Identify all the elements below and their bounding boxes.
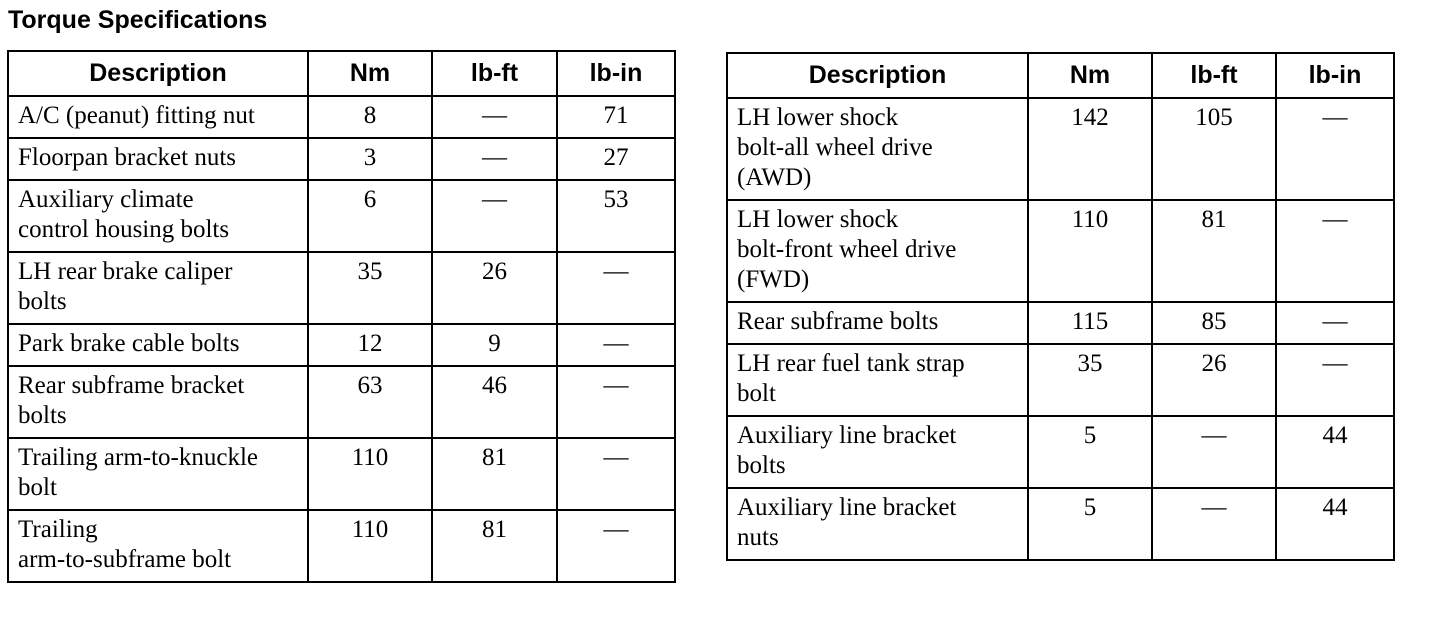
column-header-nm: Nm bbox=[1028, 53, 1152, 98]
description-line: Trailing arm-to-knuckle bbox=[18, 444, 259, 471]
description-cell bbox=[727, 200, 1028, 302]
lb-ft-cell: 81 bbox=[432, 510, 557, 582]
description-line: (AWD) bbox=[737, 164, 812, 191]
nm-cell: 63 bbox=[308, 366, 432, 438]
description-line: Auxiliary line bracket bbox=[737, 494, 957, 521]
nm-cell: 115 bbox=[1028, 302, 1152, 344]
table-row bbox=[727, 344, 1394, 416]
page-title: Torque Specifications bbox=[8, 6, 268, 34]
table-row bbox=[727, 302, 1394, 344]
lb-ft-cell: 46 bbox=[432, 366, 557, 438]
description-line: LH rear fuel tank strap bbox=[737, 350, 965, 377]
description-line: arm-to-subframe bolt bbox=[18, 546, 232, 573]
column-header-lb-in: lb-in bbox=[1276, 53, 1394, 98]
nm-cell: 35 bbox=[308, 252, 432, 324]
table-row bbox=[8, 324, 675, 366]
description-cell bbox=[8, 96, 308, 138]
lb-in-cell: — bbox=[557, 438, 675, 510]
lb-ft-cell: — bbox=[432, 180, 557, 252]
table-row bbox=[8, 366, 675, 438]
column-header-lb-ft: lb-ft bbox=[432, 51, 557, 96]
table-row bbox=[727, 416, 1394, 488]
description-cell bbox=[727, 98, 1028, 200]
description-cell bbox=[727, 416, 1028, 488]
lb-in-cell: — bbox=[1276, 344, 1394, 416]
description-line: A/C (peanut) fitting nut bbox=[18, 102, 255, 129]
lb-in-cell: 44 bbox=[1276, 416, 1394, 488]
description-cell bbox=[8, 366, 308, 438]
description-line: Rear subframe bolts bbox=[737, 308, 939, 335]
nm-cell: 110 bbox=[308, 438, 432, 510]
lb-in-cell: — bbox=[557, 366, 675, 438]
description-line: bolts bbox=[737, 452, 786, 479]
table-body bbox=[8, 96, 675, 582]
description-line: Rear subframe bracket bbox=[18, 372, 245, 399]
nm-cell: 5 bbox=[1028, 488, 1152, 560]
column-header-description: Description bbox=[8, 51, 308, 96]
table-row bbox=[727, 98, 1394, 200]
description-line: bolts bbox=[18, 288, 67, 315]
lb-in-cell: 27 bbox=[557, 138, 675, 180]
lb-ft-cell: 81 bbox=[432, 438, 557, 510]
lb-ft-cell: — bbox=[1152, 416, 1276, 488]
lb-ft-cell: 26 bbox=[432, 252, 557, 324]
nm-cell: 35 bbox=[1028, 344, 1152, 416]
table-row bbox=[8, 510, 675, 582]
description-line: Auxiliary line bracket bbox=[737, 422, 957, 449]
lb-ft-cell: 26 bbox=[1152, 344, 1276, 416]
description-cell bbox=[727, 488, 1028, 560]
description-cell bbox=[727, 344, 1028, 416]
description-line: Trailing bbox=[18, 516, 98, 543]
nm-cell: 8 bbox=[308, 96, 432, 138]
table-row bbox=[8, 438, 675, 510]
description-line: nuts bbox=[737, 524, 779, 551]
description-cell bbox=[8, 438, 308, 510]
description-cell bbox=[8, 138, 308, 180]
description-line: LH lower shock bbox=[737, 206, 899, 233]
column-header-nm: Nm bbox=[308, 51, 432, 96]
table-header-row bbox=[727, 53, 1394, 98]
nm-cell: 12 bbox=[308, 324, 432, 366]
description-line: bolt bbox=[18, 474, 57, 501]
lb-ft-cell: — bbox=[432, 96, 557, 138]
column-header-description: Description bbox=[727, 53, 1028, 98]
torque-table-right bbox=[726, 52, 1395, 561]
torque-table-left bbox=[7, 50, 676, 583]
lb-ft-cell: — bbox=[1152, 488, 1276, 560]
description-line: control housing bolts bbox=[18, 216, 230, 243]
nm-cell: 142 bbox=[1028, 98, 1152, 200]
description-line: (FWD) bbox=[737, 266, 810, 293]
description-cell bbox=[8, 252, 308, 324]
description-cell bbox=[727, 302, 1028, 344]
nm-cell: 110 bbox=[1028, 200, 1152, 302]
table-row bbox=[8, 96, 675, 138]
table-row bbox=[8, 252, 675, 324]
description-line: bolt bbox=[737, 380, 776, 407]
lb-ft-cell: — bbox=[432, 138, 557, 180]
lb-ft-cell: 105 bbox=[1152, 98, 1276, 200]
table-row bbox=[727, 200, 1394, 302]
description-cell bbox=[8, 324, 308, 366]
lb-ft-cell: 85 bbox=[1152, 302, 1276, 344]
column-header-lb-in: lb-in bbox=[557, 51, 675, 96]
lb-in-cell: — bbox=[1276, 302, 1394, 344]
nm-cell: 110 bbox=[308, 510, 432, 582]
description-line: Floorpan bracket nuts bbox=[18, 144, 237, 171]
description-line: LH rear brake caliper bbox=[18, 258, 233, 285]
lb-in-cell: — bbox=[1276, 200, 1394, 302]
table-body bbox=[727, 98, 1394, 560]
table-header-row bbox=[8, 51, 675, 96]
nm-cell: 6 bbox=[308, 180, 432, 252]
description-line: LH lower shock bbox=[737, 104, 899, 131]
lb-in-cell: — bbox=[557, 510, 675, 582]
lb-in-cell: 53 bbox=[557, 180, 675, 252]
description-line: bolts bbox=[18, 402, 67, 429]
lb-in-cell: — bbox=[1276, 98, 1394, 200]
table-row bbox=[727, 488, 1394, 560]
lb-in-cell: 71 bbox=[557, 96, 675, 138]
description-line: Park brake cable bolts bbox=[18, 330, 240, 357]
description-cell bbox=[8, 510, 308, 582]
lb-in-cell: 44 bbox=[1276, 488, 1394, 560]
table-row bbox=[8, 138, 675, 180]
description-cell bbox=[8, 180, 308, 252]
lb-in-cell: — bbox=[557, 252, 675, 324]
lb-ft-cell: 9 bbox=[432, 324, 557, 366]
lb-in-cell: — bbox=[557, 324, 675, 366]
description-line: bolt-all wheel drive bbox=[737, 134, 933, 161]
description-line: Auxiliary climate bbox=[18, 186, 194, 213]
lb-ft-cell: 81 bbox=[1152, 200, 1276, 302]
nm-cell: 3 bbox=[308, 138, 432, 180]
table-row bbox=[8, 180, 675, 252]
nm-cell: 5 bbox=[1028, 416, 1152, 488]
column-header-lb-ft: lb-ft bbox=[1152, 53, 1276, 98]
description-line: bolt-front wheel drive bbox=[737, 236, 957, 263]
